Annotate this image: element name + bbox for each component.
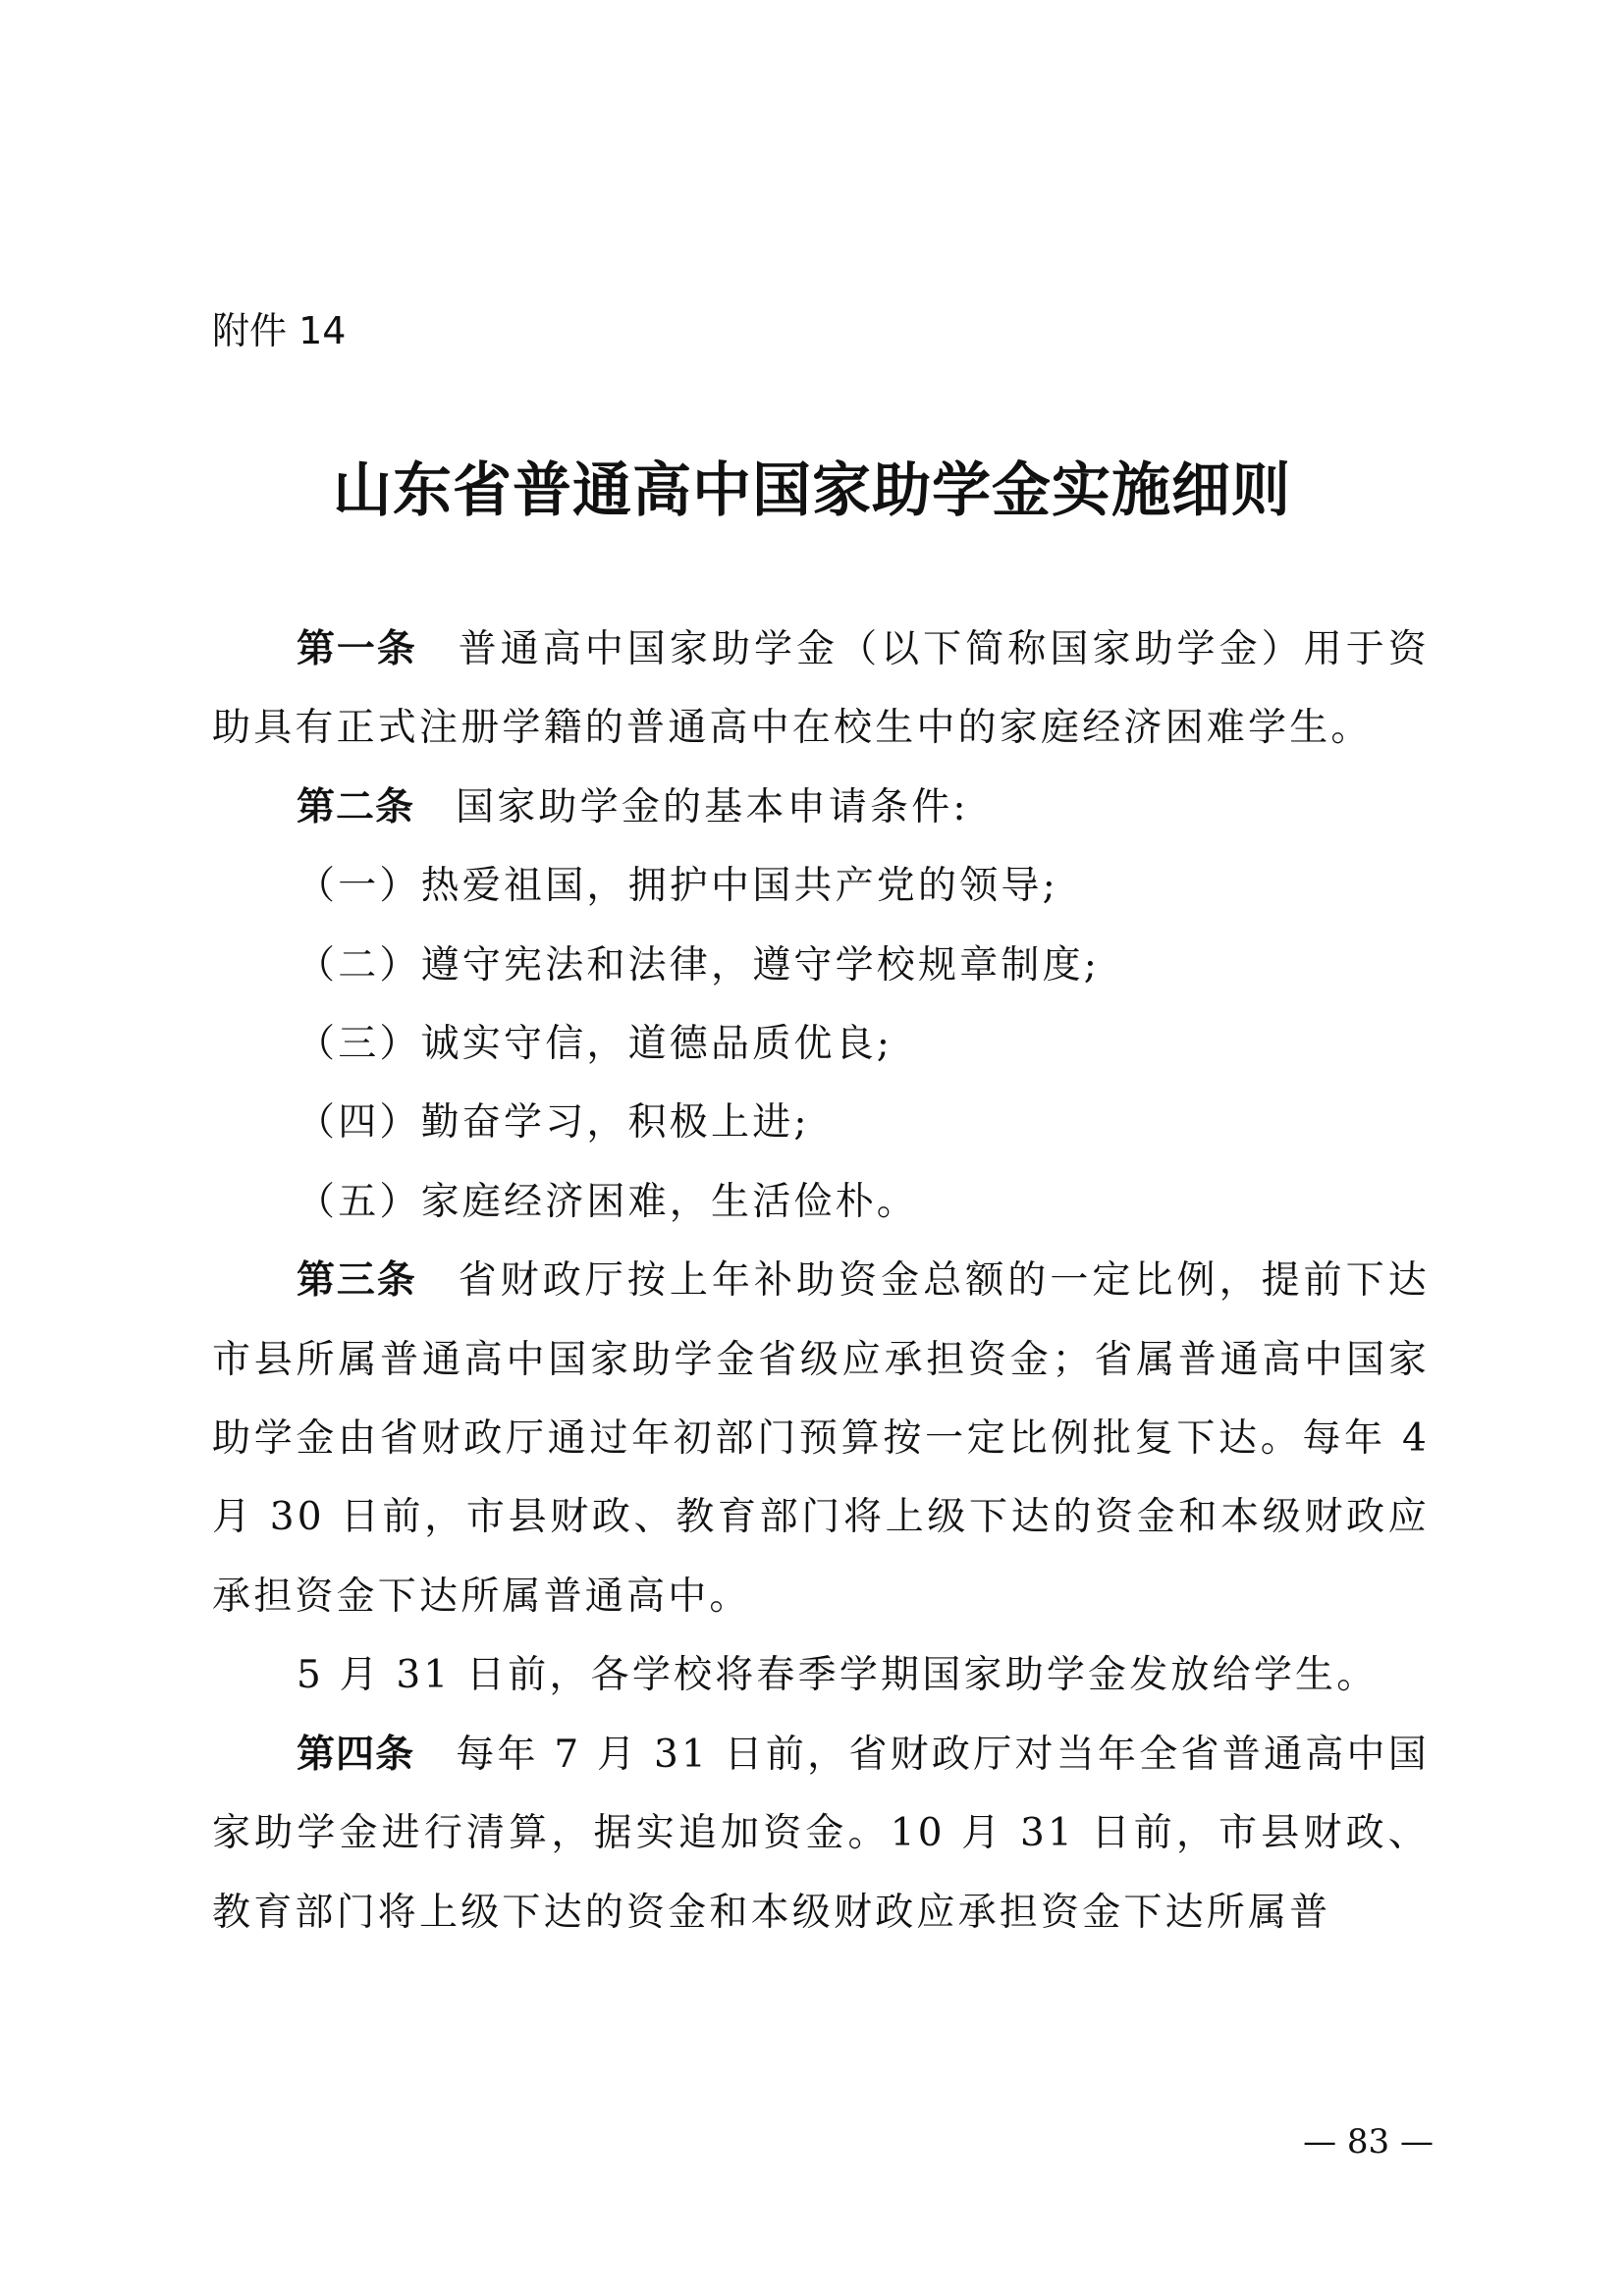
article-2-text: 国家助学金的基本申请条件: [456,784,969,829]
document-title: 山东省普通高中国家助学金实施细则 [333,456,1291,525]
article-3-heading: 第三条 [297,1258,417,1304]
article-1-heading: 第一条 [297,627,417,671]
condition-item-5: （五）家庭经济困难，生活俭朴。 [297,1179,919,1224]
article-1 [212,611,1430,769]
page-number: — 83 — [1303,2122,1434,2162]
article-4 [212,1716,1430,1952]
article-1-text: 普通高中国家助学金（以下简称国家助学金）用于资助具有正式注册学籍的普通高中在校生中的家庭经济困难学生。 [212,627,1430,751]
article-2-heading: 第二条 [297,784,415,829]
article-3-text: 省财政厅按上年补助资金总额的一定比例，提前下达市县所属普通高中国家助学金省级应承担资金；省属普通高中国家助学金由省财政厅通过年初部门预算按一定比例批复下达。每年 4 月 30 日前，市县财政、教育部门将上级下达的资金和本级财政应承担资金下达所属普通高中。 [212,1258,1430,1619]
article-4-text: 每年 7 月 31 日前，省财政厅对当年全省普通高中国家助学金进行清算，据实追加资金。10 月 31 日前，市县财政、教育部门将上级下达的资金和本级财政应承担资金下达所属普 [212,1732,1430,1935]
article-3 [212,1242,1430,1636]
condition-item-4: （四）勤奋学习，积极上进; [297,1100,810,1146]
condition-item-2: （二）遵守宪法和法律，遵守学校规章制度; [297,942,1101,988]
condition-item-1: （一）热爱祖国，拥护中国共产党的领导; [297,864,1058,909]
article-2 [212,769,1430,847]
article-3-paragraph-2: 5 月 31 日前，各学校将春季学期国家助学金发放给学生。 [297,1653,1379,1698]
document-body [212,611,1430,1952]
condition-item-3: （三）诚实守信，道德品质优良; [297,1022,893,1067]
article-4-heading: 第四条 [297,1732,415,1777]
attachment-label: 附件 14 [212,309,347,352]
